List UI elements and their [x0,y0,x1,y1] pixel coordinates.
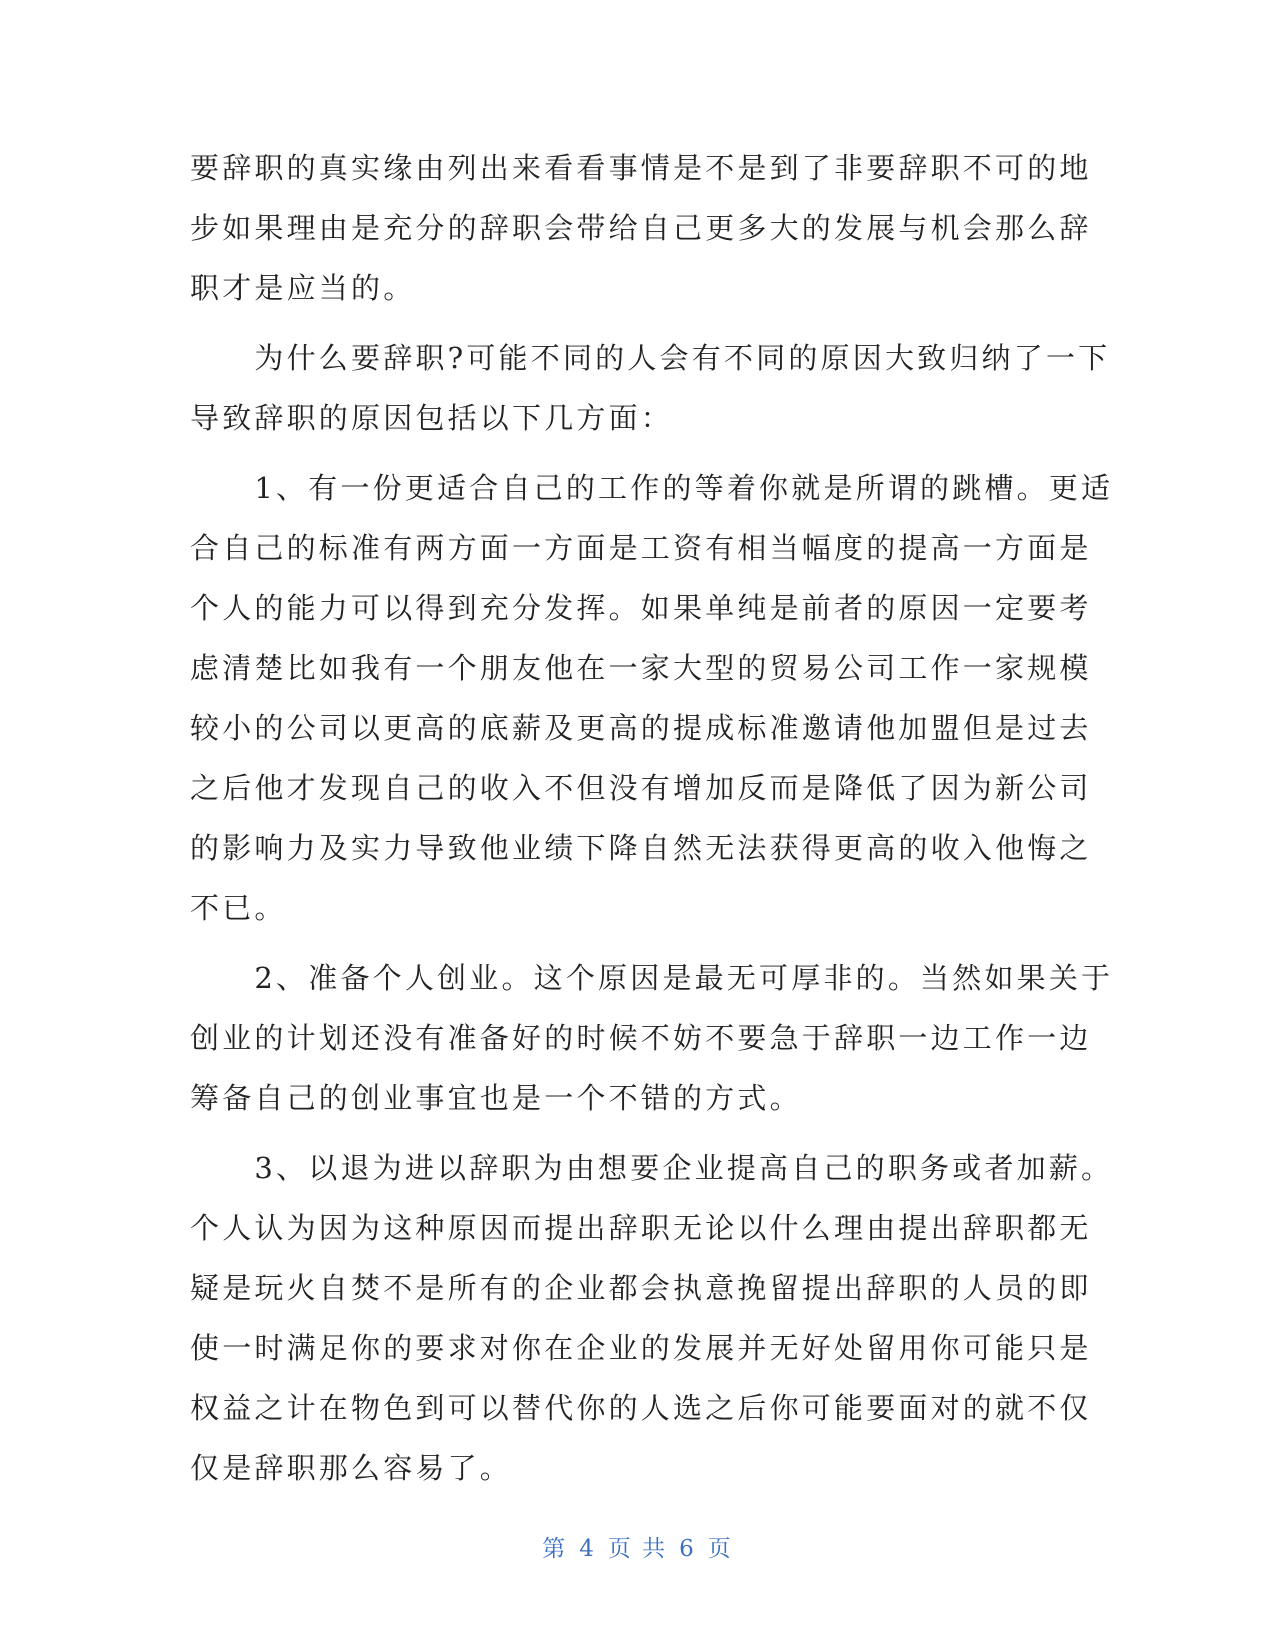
paragraph [190,138,1092,318]
paragraph [190,458,1114,938]
footer-suffix: 页 [707,1536,733,1562]
paragraph [190,1138,1114,1498]
text-line: 疑是玩火自焚不是所有的企业都会执意挽留提出辞职的人员的即 [190,1271,1092,1305]
text-line: 2、准备个人创业。这个原因是最无可厚非的。当然如果关于 [190,961,1114,995]
text-line: 创业的计划还没有准备好的时候不妨不要急于辞职一边工作一边 [190,1021,1092,1055]
text-line: 筹备自己的创业事宜也是一个不错的方式。 [190,1081,802,1115]
text-line: 步如果理由是充分的辞职会带给自己更多大的发展与机会那么辞 [190,211,1092,245]
paragraph [190,328,1111,448]
text-line: 权益之计在物色到可以替代你的人选之后你可能要面对的就不仅 [190,1391,1092,1425]
text-line: 的影响力及实力导致他业绩下降自然无法获得更高的收入他悔之 [190,831,1092,865]
text-line: 职才是应当的。 [190,271,416,305]
current-page-number: 4 [579,1536,596,1562]
text-line: 使一时满足你的要求对你在企业的发展并无好处留用你可能只是 [190,1331,1092,1365]
page-footer [0,1530,1275,1563]
text-line: 仅是辞职那么容易了。 [190,1451,513,1485]
text-line: 3、以退为进以辞职为由想要企业提高自己的职务或者加薪。 [190,1151,1114,1185]
paragraph [190,948,1114,1128]
text-line: 较小的公司以更高的底薪及更高的提成标准邀请他加盟但是过去 [190,711,1092,745]
text-line: 虑清楚比如我有一个朋友他在一家大型的贸易公司工作一家规模 [190,651,1092,685]
text-line: 不已。 [190,891,287,925]
text-line: 合自己的标准有两方面一方面是工资有相当幅度的提高一方面是 [190,531,1092,565]
text-line: 个人的能力可以得到充分发挥。如果单纯是前者的原因一定要考 [190,591,1092,625]
text-line: 为什么要辞职?可能不同的人会有不同的原因大致归纳了一下 [190,341,1111,375]
text-line: 导致辞职的原因包括以下几方面： [190,401,674,435]
text-line: 要辞职的真实缘由列出来看看事情是不是到了非要辞职不可的地 [190,151,1092,185]
footer-prefix: 第 [542,1536,568,1562]
text-line: 1、有一份更适合自己的工作的等着你就是所谓的跳槽。更适 [190,471,1114,505]
document-body [190,138,1114,1498]
total-page-number: 6 [679,1536,696,1562]
text-line: 个人认为因为这种原因而提出辞职无论以什么理由提出辞职都无 [190,1211,1092,1245]
footer-middle: 页 共 [607,1536,668,1562]
text-line: 之后他才发现自己的收入不但没有增加反而是降低了因为新公司 [190,771,1092,805]
